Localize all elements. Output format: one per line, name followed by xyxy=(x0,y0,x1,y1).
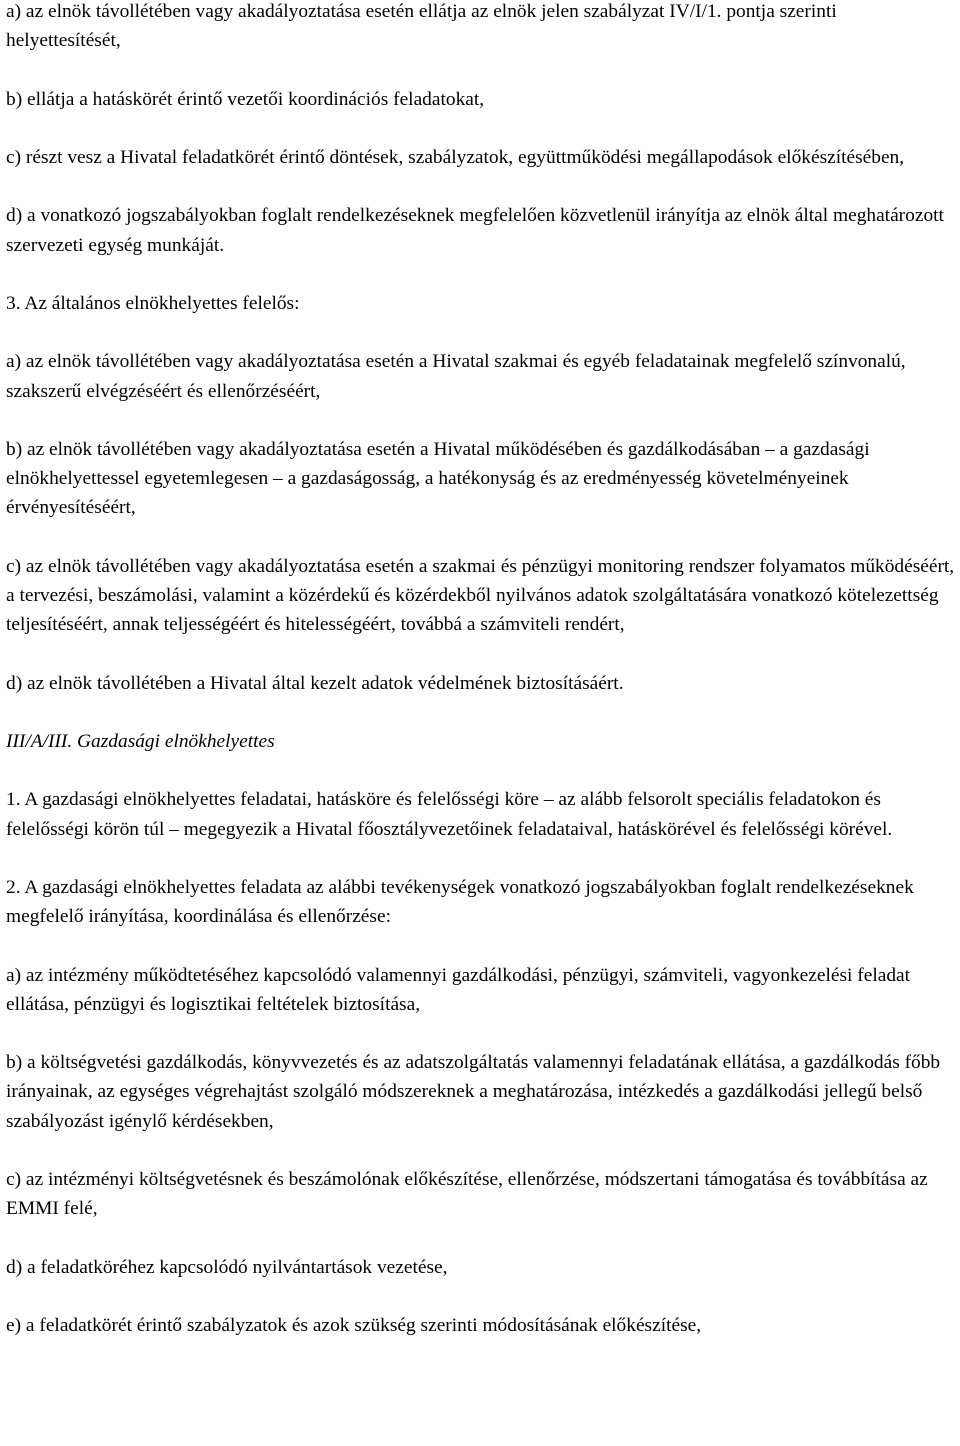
section-heading: III/A/III. Gazdasági elnökhelyettes xyxy=(6,730,275,752)
paragraph-1a: a) az elnök távollétében vagy akadályoztatása esetén ellátja az elnök jelen szabályzat IV/I/1. pontja szerinti helyettesítését, xyxy=(6,1,837,52)
paragraph-1c: c) részt vesz a Hivatal feladatkörét érintő döntések, szabályzatok, együttműködési megállapodások előkészítésében, xyxy=(6,146,905,168)
paragraph-1b: b) ellátja a hatáskörét érintő vezetői koordinációs feladatokat, xyxy=(6,88,485,110)
paragraph-g2a: a) az intézmény működtetéséhez kapcsolódó valamennyi gazdálkodási, pénzügyi, számviteli, vagyonkezelési feladat ellátása, pénzügyi és logisztikai feltételek biztosítása, xyxy=(6,964,911,1015)
paragraph-3b: b) az elnök távollétében vagy akadályoztatása esetén a Hivatal működésében és gazdálkodásában – a gazdasági elnökhelyettessel egyetemlegesen – a gazdaságosság, a hatékonyság és az eredményesség követelményeinek érvényesítéséért, xyxy=(6,438,870,519)
paragraph-3a: a) az elnök távollétében vagy akadályoztatása esetén a Hivatal szakmai és egyéb feladatainak megfelelő színvonalú, szakszerű elvégzéséért és ellenőrzéséért, xyxy=(6,351,906,402)
paragraph-3d: d) az elnök távollétében a Hivatal által kezelt adatok védelmének biztosításáért. xyxy=(6,672,624,694)
paragraph-g2e: e) a feladatkörét érintő szabályzatok és azok szükség szerinti módosításának előkészítése, xyxy=(6,1314,702,1336)
paragraph-3c: c) az elnök távollétében vagy akadályoztatása esetén a szakmai és pénzügyi monitoring rendszer folyamatos működéséért, a tervezési, beszámolási, valamint a közérdekű és közérdekből nyilvános adatok szolgáltatására vonatkozó kötelezettség teljesítéséért, annak teljességéért és hitelességéért, továbbá a számviteli rendért, xyxy=(6,555,955,636)
paragraph-1d: d) a vonatkozó jogszabályokban foglalt rendelkezéseknek megfelelően közvetlenül irányítja az elnök által meghatározott szervezeti egység munkáját. xyxy=(6,205,944,256)
paragraph-g2d: d) a feladatköréhez kapcsolódó nyilvántartások vezetése, xyxy=(6,1256,448,1278)
document-page xyxy=(6,0,956,1369)
paragraph-g2: 2. A gazdasági elnökhelyettes feladata az alábbi tevékenységek vonatkozó jogszabályokban foglalt rendelkezéseknek megfelelő irányítása, koordinálása és ellenőrzése: xyxy=(6,876,914,928)
paragraph-g1: 1. A gazdasági elnökhelyettes feladatai, hatásköre és felelősségi köre – az alább felsorolt speciális feladatokon és felelősségi körön túl – megegyezik a Hivatal főosztályvezetőinek feladataival, hatáskörével és felelősségi körével. xyxy=(6,789,893,840)
paragraph-g2b: b) a költségvetési gazdálkodás, könyvvezetés és az adatszolgáltatás valamennyi feladatának ellátása, a gazdálkodás főbb irányainak, az egységes végrehajtást szolgáló módszereknek a meghatározása, intézkedés a gazdálkodási jellegű belső szabályozást igénylő kérdésekben, xyxy=(6,1052,941,1132)
section-3-intro: 3. Az általános elnökhelyettes felelős: xyxy=(6,292,300,314)
paragraph-g2c: c) az intézményi költségvetésnek és beszámolónak előkészítése, ellenőrzése, módszertani támogatása és továbbítása az EMMI felé, xyxy=(6,1168,928,1220)
